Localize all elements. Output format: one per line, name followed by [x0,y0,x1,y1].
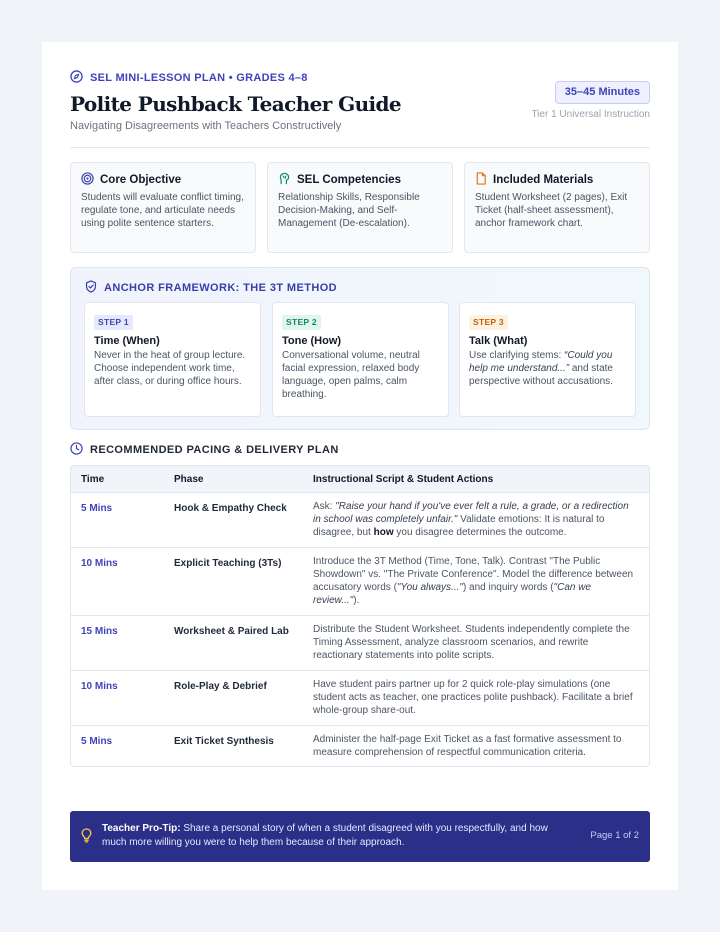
framework-title: ANCHOR FRAMEWORK: THE 3T METHOD [104,282,337,294]
step-body: Never in the heat of group lecture. Choose independent work time, after class, or during office hours. [94,350,246,387]
step-body-text: and state perspective without accusations. [469,363,613,387]
page-number: Page 1 of 2 [590,830,639,841]
step-card-time [84,302,261,417]
step-body-text: Use clarifying stems: [469,350,565,361]
pacing-heading [70,442,339,458]
script-quote: "Can we review..." [313,582,592,606]
step-title: Time (When) [94,335,160,347]
summary-cards [70,162,650,253]
page-title: Polite Pushback Teacher Guide [70,92,402,116]
table-row [71,671,649,726]
document-icon [475,172,487,188]
table-row [71,616,649,671]
row-script: Administer the half-page Exit Ticket as a fast formative assessment to measure comprehension of respectful communication criteria. [313,734,622,758]
script-text: ) and inquiry words ( [462,582,554,593]
script-quote: "You always..." [396,582,463,593]
step-badge: STEP 3 [469,315,508,330]
tip-text [102,822,572,850]
shield-check-icon [85,280,97,296]
duration-badge: 35–45 Minutes [555,81,650,104]
script-text: Ask: [313,501,336,512]
col-header-script: Instructional Script & Student Actions [313,474,494,485]
brain-icon [278,172,291,188]
step-card-tone [272,302,449,417]
row-time: 10 Mins [81,681,118,692]
clock-icon [70,442,83,458]
script-text: Validate emotions: It is natural to disagree, but [313,514,605,538]
row-time: 5 Mins [81,503,113,514]
card-title: SEL Competencies [297,174,401,186]
script-text: Introduce the 3T Method (Time, Tone, Talk). Contrast "The Public Showdown" vs. "The Private Conference". Model the difference between accusatory words ( [313,556,634,593]
step-title: Tone (How) [282,335,342,347]
table-row [71,726,649,766]
table-header [71,466,649,493]
tip-label: Teacher Pro-Tip: [102,823,181,834]
eyebrow-text: SEL MINI-LESSON PLAN • GRADES 4–8 [90,72,308,84]
tier-label: Tier 1 Universal Instruction [531,109,650,120]
step-body-quote: “Could you help me understand...” [469,350,613,374]
page-subtitle: Navigating Disagreements with Teachers Constructively [70,120,342,132]
step-title: Talk (What) [469,335,528,347]
step-badge: STEP 1 [94,315,133,330]
step-badge: STEP 2 [282,315,321,330]
row-script [313,555,639,607]
lesson-page [42,42,678,890]
script-text: ). [353,595,360,606]
row-phase: Hook & Empathy Check [174,503,287,514]
page-header [70,70,650,148]
row-script [313,500,639,539]
row-phase: Explicit Teaching (3Ts) [174,558,282,569]
lightbulb-icon [81,828,92,848]
pacing-table [70,465,650,767]
script-emphasis: how [373,527,394,538]
teacher-tip-banner [70,811,650,862]
eyebrow [70,70,308,86]
card-title: Included Materials [493,174,594,186]
card-body: Student Worksheet (2 pages), Exit Ticket (half-sheet assessment), anchor framework chart. [475,192,628,229]
target-icon [81,172,94,188]
anchor-framework [70,267,650,430]
row-script: Have student pairs partner up for 2 quick role-play simulations (one student acts as teacher, one practices polite pushback). Facilitate a brief whole-group share-out. [313,679,633,716]
col-header-time: Time [81,474,105,485]
card-title: Core Objective [100,174,182,186]
table-row [71,493,649,548]
row-script: Distribute the Student Worksheet. Students independently complete the Timing Assessment, analyze classroom scenarios, and rewrite reactionary statements into polite scripts. [313,624,630,661]
row-phase: Worksheet & Paired Lab [174,626,289,637]
step-card-talk [459,302,636,417]
script-quote: "Raise your hand if you've ever felt a rule, a grade, or a redirection in school was completely unfair." [313,501,629,525]
col-header-phase: Phase [174,474,204,485]
table-row [71,548,649,616]
compass-icon [70,70,83,86]
card-sel-competencies [267,162,453,253]
card-included-materials [464,162,650,253]
script-text: you disagree determines the outcome. [393,527,567,538]
card-body: Students will evaluate conflict timing, regulate tone, and articulate needs using polite sentence starters. [81,192,244,229]
row-phase: Exit Ticket Synthesis [174,736,274,747]
row-phase: Role-Play & Debrief [174,681,267,692]
step-body: Conversational volume, neutral facial expression, relaxed body language, open palms, calm breathing. [282,350,420,400]
row-time: 15 Mins [81,626,118,637]
pacing-title: RECOMMENDED PACING & DELIVERY PLAN [90,444,339,456]
row-time: 10 Mins [81,558,118,569]
row-time: 5 Mins [81,736,113,747]
card-core-objective [70,162,256,253]
step-body [469,349,626,388]
card-body: Relationship Skills, Responsible Decision-Making, and Self-Management (De-escalation). [278,192,420,229]
tip-body: Share a personal story of when a student disagreed with you respectfully, and how much more willing you were to help them because of their approach. [102,823,548,848]
